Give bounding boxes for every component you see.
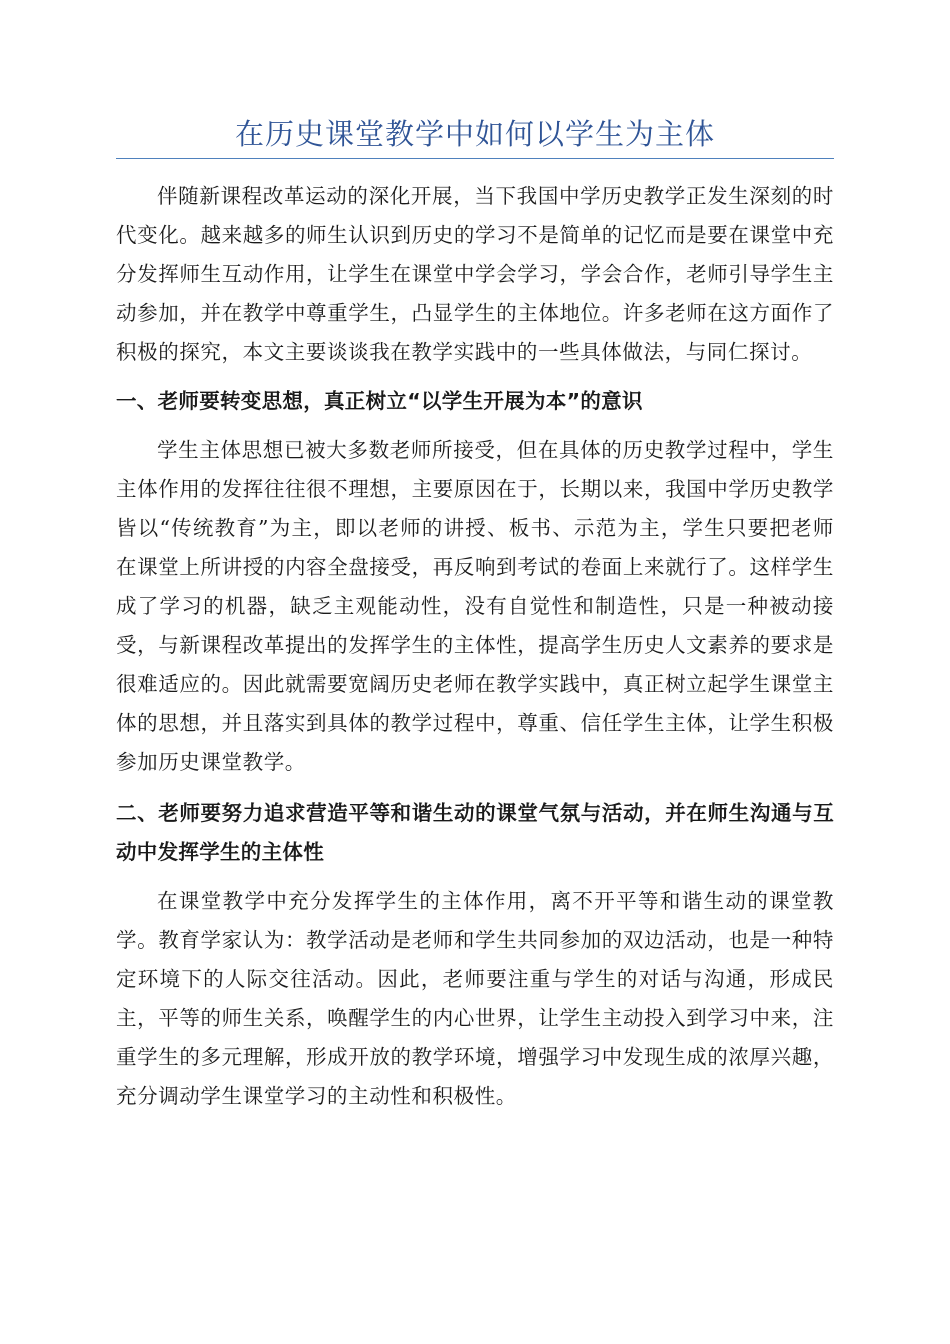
spacer <box>116 421 834 431</box>
section-body-1: 学生主体思想已被大多数老师所接受，但在具体的历史教学过程中，学生主体作用的发挥往往很不理想，主要原因在于，长期以来，我国中学历史教学皆以“传统教育”为主，即以老师的讲授、板书、示范为主，学生只要把老师在课堂上所讲授的内容全盘接受，再反响到考试的卷面上来就行了。这样学生成了学习的机器，缺乏主观能动性，没有自觉性和制造性，只是一种被动接受，与新课程改革提出的发挥学生的主体性，提高学生历史人文素养的要求是很难适应的。因此就需要宽阔历史老师在教学实践中，真正树立起学生课堂主体的思想，并且落实到具体的教学过程中，尊重、信任学生主体，让学生积极参加历史课堂教学。 <box>116 438 834 774</box>
spacer <box>116 872 834 882</box>
intro-paragraph: 伴随新课程改革运动的深化开展，当下我国中学历史教学正发生深刻的时代变化。越来越多的师生认识到历史的学习不是简单的记忆而是要在课堂中充分发挥师生互动作用，让学生在课堂中学会学习，学会合作，老师引导学生主动参加，并在教学中尊重学生，凸显学生的主体地位。许多老师在这方面作了积极的探究，本文主要谈谈我在教学实践中的一些具体做法，与同仁探讨。 <box>116 184 834 364</box>
title-underline <box>116 158 834 159</box>
section-heading-1: 一、老师要转变思想，真正树立“以学生开展为本”的意识 <box>116 389 643 413</box>
document-title: 在历史课堂教学中如何以学生为主体 <box>234 117 715 151</box>
section-body-2: 在课堂教学中充分发挥学生的主体作用，离不开平等和谐生动的课堂教学。教育学家认为：教学活动是老师和学生共同参加的双边活动，也是一种特定环境下的人际交往活动。因此，老师要注重与学生的对话与沟通，形成民主，平等的师生关系，唤醒学生的内心世界，让学生主动投入到学习中来，注重学生的多元理解，形成开放的教学环境，增强学习中发现生成的浓厚兴趣，充分调动学生课堂学习的主动性和积极性。 <box>116 889 834 1108</box>
section-heading-2: 二、老师要努力追求营造平等和谐生动的课堂气氛与活动，并在师生沟通与互动中发挥学生的主体性 <box>116 801 834 864</box>
spacer <box>116 372 834 382</box>
document-page <box>116 112 834 1116</box>
spacer <box>116 782 834 794</box>
